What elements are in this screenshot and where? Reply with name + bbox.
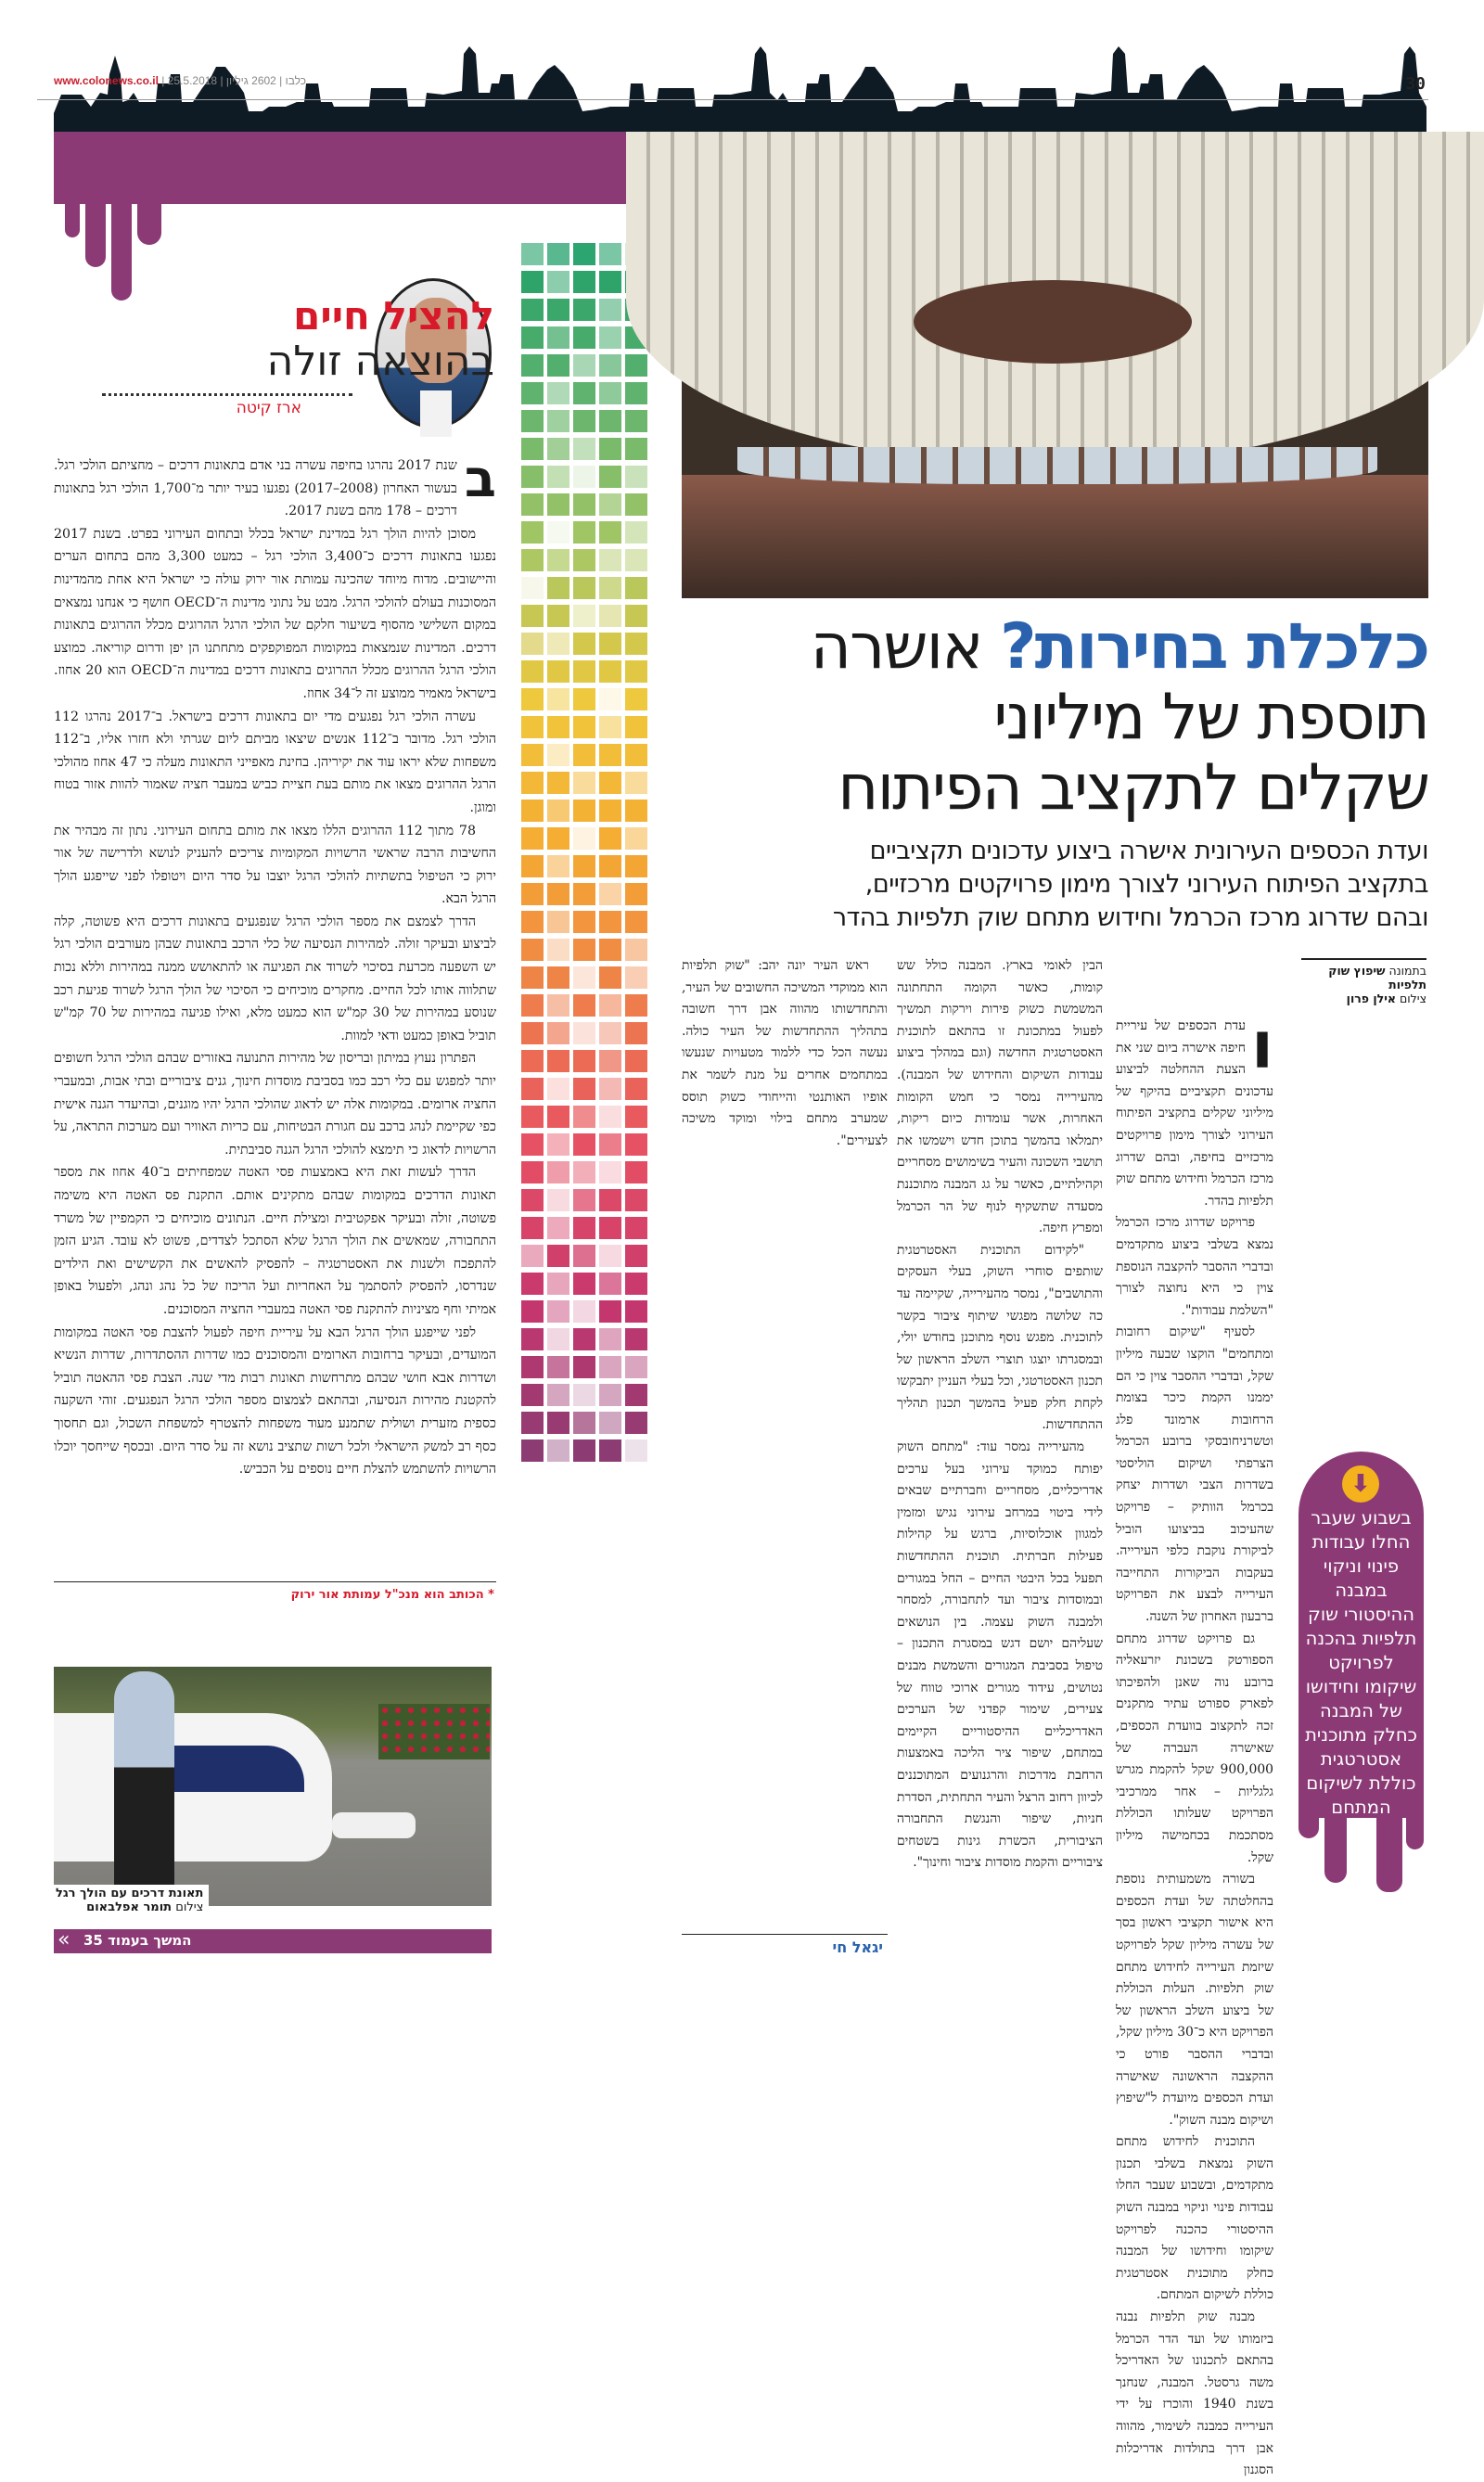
highlight-text: בשבוע שעבר החלו עבודות פינוי וניקוי במבנה ההיסטורי שוק תלפיות בהכנה לפרויקט שיקומו וחידושו של המבנה כחלק מתוכנית אסטרטגית כוללת לשיקום המתחם bbox=[1305, 1507, 1417, 1818]
grid-cell bbox=[599, 1328, 621, 1350]
banner-drip bbox=[137, 202, 161, 245]
footnote-rule bbox=[54, 1581, 496, 1582]
grid-cell bbox=[625, 1412, 647, 1434]
grid-cell bbox=[599, 994, 621, 1017]
main-photo-credit bbox=[1301, 958, 1426, 1005]
grid-cell bbox=[573, 1050, 595, 1072]
grid-cell bbox=[521, 1300, 544, 1323]
grid-cell bbox=[573, 326, 595, 349]
grid-cell bbox=[521, 939, 544, 961]
color-grid bbox=[521, 243, 647, 1462]
grid-cell bbox=[599, 1106, 621, 1128]
grid-cell bbox=[547, 688, 569, 710]
grid-cell bbox=[573, 1078, 595, 1100]
grid-cell bbox=[573, 1245, 595, 1267]
grid-cell bbox=[547, 326, 569, 349]
grid-cell bbox=[573, 521, 595, 544]
grid-cell bbox=[625, 1217, 647, 1239]
grid-cell bbox=[547, 1106, 569, 1128]
grid-cell bbox=[547, 382, 569, 404]
grid-cell bbox=[573, 1273, 595, 1295]
article-paragraph: "לקידום התוכנית האסטרטגית שותפים סוחרי השוק, בעלי העסקים והתושבים", נמסר מהעירייה, שקיימה עד כה שלושה מפגשי שיתוף ציבור בקשר לתוכנית. מפגש נוסף מתוכנן בחודש יולי, ובמסגרתו יוצגו תוצרי השלב הראשון של תכנון האסטרטגי, וכל בעלי העניין יתבקשו לקחת חלק פעיל בהמשך תכנון תהליך ההתחדשות. bbox=[897, 1242, 1103, 1433]
article-paragraph: גם פרויקט שדרוג מתחם הספורטק בשכונת יזרעאליה ברובע נוה שאנן ולהפיכתו לפארק ספורט עתיר מתקנים זכה לתקצוב בוועדת הכספים, שאישרה העברה של 900,000 שקל להקמת מגרש גלגליות – אחר ממרכיבי הפרויקט שעלותו הכוללת מסתכמת בכחמישה מיליון שקל. bbox=[1116, 1631, 1273, 1865]
grid-cell bbox=[547, 911, 569, 933]
issue-info: | כלבו | 2602 גיליון | 25.5.2018 bbox=[161, 74, 307, 87]
grid-cell bbox=[573, 1189, 595, 1211]
column-title-red: להציל חיים bbox=[293, 293, 494, 339]
grid-cell bbox=[521, 382, 544, 404]
grid-cell bbox=[625, 1133, 647, 1156]
grid-cell bbox=[599, 605, 621, 627]
grid-cell bbox=[547, 883, 569, 905]
grid-cell bbox=[521, 299, 544, 321]
grid-cell bbox=[521, 883, 544, 905]
site-info bbox=[54, 74, 306, 87]
column-paragraph: ב שנת 2017 נהרגו בחיפה עשרה בני אדם בתאונות דרכים – מחציתם הולכי רגל. בעשור האחרון (2008–2017) נפגעו בעיר יותר מ־1,700 הולכי רגל בתאונות דרכים – 178 מהם בשנת 2017. bbox=[54, 449, 496, 519]
grid-cell bbox=[625, 1328, 647, 1350]
grid-cell bbox=[625, 438, 647, 460]
grid-cell bbox=[625, 855, 647, 877]
banner-drip bbox=[111, 202, 132, 301]
grid-cell bbox=[573, 466, 595, 488]
grid-cell bbox=[599, 1022, 621, 1044]
grid-cell bbox=[599, 1412, 621, 1434]
grid-cell bbox=[573, 633, 595, 655]
article-column-2 bbox=[897, 955, 1103, 1929]
grid-cell bbox=[547, 744, 569, 766]
grid-cell bbox=[599, 1078, 621, 1100]
article-paragraph: ו עדת הכספים של עיריית חיפה אישרה ביום שני את הצעת ההחלטה לביצוע עדכונים תקציביים בהיקף של מיליוני שקלים בתקציב הפיתוח העירוני לצורך מימון פרויקטים מרכזיים בחיפה, ובהם שדרוג מרכז הכרמל וחידוש מתחם שוק תלפיות בהדר. bbox=[1116, 1007, 1273, 1209]
grid-cell bbox=[599, 549, 621, 571]
grid-cell bbox=[573, 1133, 595, 1156]
grid-cell bbox=[573, 1384, 595, 1406]
grid-cell bbox=[547, 1161, 569, 1183]
grid-cell bbox=[599, 271, 621, 293]
subhead-line: ועדת הכספים העירונית אישרה ביצוע עדכונים תקציביים bbox=[869, 837, 1428, 865]
grid-cell bbox=[547, 1356, 569, 1378]
grid-cell bbox=[599, 382, 621, 404]
grid-cell bbox=[599, 966, 621, 989]
grid-cell bbox=[521, 855, 544, 877]
grid-cell bbox=[573, 911, 595, 933]
grid-cell bbox=[547, 1439, 569, 1462]
grid-cell bbox=[521, 243, 544, 265]
grid-cell bbox=[573, 493, 595, 516]
grid-cell bbox=[599, 1133, 621, 1156]
column-body bbox=[54, 449, 497, 1554]
banner-drip bbox=[65, 202, 80, 237]
grid-cell bbox=[599, 1356, 621, 1378]
grid-cell bbox=[521, 1412, 544, 1434]
grid-cell bbox=[599, 883, 621, 905]
grid-cell bbox=[625, 577, 647, 599]
grid-cell bbox=[625, 521, 647, 544]
grid-cell bbox=[521, 688, 544, 710]
grid-cell bbox=[547, 772, 569, 794]
grid-cell bbox=[521, 1384, 544, 1406]
grid-cell bbox=[521, 716, 544, 738]
column-paragraph: הפתרון נעוץ במיתון ובריסון של מהירות התנועה באזורים שבהם הולכי הרגל חשופים יותר למפגש עם כלי רכב כמו בסביבת מוסדות חינוך, גנים ציבוריים ובתי אבות, ובמעברי החציה ארומים. במקומות אלה יש לדאוג שהולכי הרגל יהיו מוגנים, ובהיעדר הגנה אישית כפי שקיימת לנהג ברכב עם חגורת הבטיחות, עם כריות האוויר ועם מערכות התראה, על הרשויות לדאוג כי תימצא להולכי הרגל הגנה סביבתית. bbox=[54, 1051, 496, 1158]
grid-cell bbox=[547, 827, 569, 850]
grid-cell bbox=[573, 1412, 595, 1434]
grid-cell bbox=[599, 493, 621, 516]
grid-cell bbox=[625, 744, 647, 766]
grid-cell bbox=[521, 1189, 544, 1211]
grid-cell bbox=[547, 521, 569, 544]
grid-cell bbox=[521, 966, 544, 989]
grid-cell bbox=[521, 994, 544, 1017]
grid-cell bbox=[521, 1328, 544, 1350]
grid-cell bbox=[573, 744, 595, 766]
grid-cell bbox=[599, 772, 621, 794]
box-drip bbox=[1376, 1809, 1402, 1892]
grid-cell bbox=[547, 1412, 569, 1434]
accident-photo-caption bbox=[54, 1885, 209, 1916]
grid-cell bbox=[625, 605, 647, 627]
grid-cell bbox=[521, 605, 544, 627]
grid-cell bbox=[625, 911, 647, 933]
grid-cell bbox=[547, 466, 569, 488]
column-paragraph: 78 מתוך 112 ההרוגים הללו מצאו את מותם בתחום העירוני. נתון זה מבהיר את החשיבות הרבה שראשי הרשויות המקומיות צריכים להעניק לנושא ולדרישה של אור ירוק כי הטיפול בתשתיות להולכי הרגל יוצבו על סדר היום ויטופלו לפני שייפגע הולך הרגל הבא. bbox=[54, 823, 496, 907]
grid-cell bbox=[625, 772, 647, 794]
arrow-down-icon: ⬇ bbox=[1342, 1465, 1379, 1503]
site-url[interactable]: www.colonews.co.il bbox=[54, 74, 159, 87]
photographer-label: צילום bbox=[1399, 992, 1426, 1005]
grid-cell bbox=[521, 1356, 544, 1378]
grid-cell bbox=[521, 466, 544, 488]
grid-cell bbox=[599, 688, 621, 710]
grid-cell bbox=[521, 577, 544, 599]
grid-cell bbox=[625, 660, 647, 683]
article-paragraph: ראש העיר יונה יהב: "שוק תלפיות הוא ממוקדי המשיכה החשובים של העיר, והתחדשותו מהווה אבן דרך חשובה בתהליך ההתחדשות של העיר כולה. נעשה הכל כדי ללמוד מטעויות שנעשו במתחמים אחרים על מנת לשמר את אופיו האותנטי והייחודי כשוק תוסס שמערב מתחם בילוי ומוקד משיכה לצעירים". bbox=[682, 958, 888, 1148]
grid-cell bbox=[521, 1245, 544, 1267]
grid-cell bbox=[547, 939, 569, 961]
grid-cell bbox=[573, 855, 595, 877]
grid-cell bbox=[625, 688, 647, 710]
grid-cell bbox=[573, 299, 595, 321]
grid-cell bbox=[573, 410, 595, 432]
column-paragraph: הדרך לעשות זאת היא באמצעות פסי האטה שמפחיתים ב־40 אחוז את מספר תאונות הדרכים במקומות שבהם מתקינים אותם. התקנת פס האטה היא משימה פשוטה, זולה ובעיקר אפקטיבית ומצילת חיים. הנתונים מוכיחים כי הקמפיין של משרד התחבורה, שמאשים את הולך הרגל שלא הסתכל לצדדים, פשוט לא עובד. הגיע הזמן להתפכח ולשנות את האסטרטגיה – להפסיק להאשים את הקשישים ואת הילדים שנדרסו, להפסיק להסתמך על האחריות ועל הריכוז של כל נהג ונהג, ולפעול באופן אמיתי וחף מציניות להתקנת פסי האטה במעברי החציה המסוכנים. bbox=[54, 1165, 496, 1317]
grid-cell bbox=[547, 716, 569, 738]
grid-cell bbox=[521, 438, 544, 460]
grid-cell bbox=[625, 1439, 647, 1462]
grid-cell bbox=[599, 939, 621, 961]
column-title-black: בהוצאה זולה bbox=[266, 338, 494, 385]
grid-cell bbox=[547, 549, 569, 571]
article-author: יגאל חי bbox=[832, 1938, 883, 1956]
grid-cell bbox=[547, 271, 569, 293]
grid-cell bbox=[521, 271, 544, 293]
grid-cell bbox=[599, 800, 621, 822]
grid-cell bbox=[547, 493, 569, 516]
grid-cell bbox=[521, 354, 544, 377]
grid-cell bbox=[599, 299, 621, 321]
grid-cell bbox=[521, 549, 544, 571]
grid-cell bbox=[625, 716, 647, 738]
grid-cell bbox=[625, 1078, 647, 1100]
grid-cell bbox=[573, 1300, 595, 1323]
grid-cell bbox=[625, 410, 647, 432]
grid-cell bbox=[521, 911, 544, 933]
grid-cell bbox=[625, 382, 647, 404]
grid-cell bbox=[573, 772, 595, 794]
column-author: ארז קיטה bbox=[236, 399, 301, 417]
grid-cell bbox=[547, 1189, 569, 1211]
grid-cell bbox=[547, 660, 569, 683]
grid-cell bbox=[521, 1078, 544, 1100]
grid-cell bbox=[573, 660, 595, 683]
grid-cell bbox=[599, 410, 621, 432]
grid-cell bbox=[573, 1217, 595, 1239]
grid-cell bbox=[547, 1133, 569, 1156]
grid-cell bbox=[573, 271, 595, 293]
headline-line2: תוספת של מיליוני bbox=[993, 681, 1428, 754]
column-footnote: * הכותב הוא מנכ"ל עמותת אור ירוק bbox=[290, 1588, 494, 1602]
grid-cell bbox=[599, 1245, 621, 1267]
grid-cell bbox=[547, 855, 569, 877]
grid-cell bbox=[599, 326, 621, 349]
grid-cell bbox=[573, 605, 595, 627]
grid-cell bbox=[573, 1439, 595, 1462]
grid-cell bbox=[547, 1245, 569, 1267]
grid-cell bbox=[599, 577, 621, 599]
in-photo-label: בתמונה bbox=[1388, 964, 1426, 978]
grid-cell bbox=[573, 1356, 595, 1378]
grid-cell bbox=[599, 1217, 621, 1239]
grid-cell bbox=[547, 994, 569, 1017]
grid-cell bbox=[521, 1050, 544, 1072]
grid-cell bbox=[573, 966, 595, 989]
grid-cell bbox=[521, 1439, 544, 1462]
grid-cell bbox=[547, 438, 569, 460]
grid-cell bbox=[599, 716, 621, 738]
grid-cell bbox=[521, 772, 544, 794]
header-rule bbox=[37, 99, 1428, 100]
article-paragraph: פרויקט שדרוג מרכז הכרמל נמצא בשלבי ביצוע מתקדמים ובדברי ההסבר להקצבה הנוספת צוין כי היא נחוצה לצורך "השלמת עבודות". bbox=[1116, 1215, 1273, 1318]
grid-cell bbox=[521, 1022, 544, 1044]
grid-cell bbox=[547, 577, 569, 599]
grid-cell bbox=[573, 939, 595, 961]
article-paragraph: מהעירייה נמסר עוד: "מתחם השוק יפותח כמוקד עירוני בעל ערכים אדריכליים, מסחריים וחברתיים שבאים לידי ביטוי במרחב עירוני נגיש ומזמין למגוון אוכלוסיות, ברגש על קהילות פעילות חברתית. תוכנית ההתחדשות תפעל בכל היבטי החיים – החל במגורים ובמוסדות ציבור ועד לתחבורה, למסחר ולמבנה השוק עצמה. בין הנושאים שעליהם יושם דגש במסגרת התכנון – טיפול בסביבת המגורים והשמשת מבנים נטושים, עידוד מגורים ארוכי טווח של צעירים, שימור קפדני של הערכים האדריכליים ההיסטוריים הקיימים במתחם, שיפור ציר הליכה באמצעות הרחבת מדרכות והרגנועים המתוכננים לכיוון רחוב הרצל והעיר התחתית, הסדרת חניות, שיפור והנגשת התחבורה הציבורית, הכשרת גינות בשטחים ציבוריים והקמת מוסדות ציבור וחינוך". bbox=[897, 1439, 1103, 1871]
grid-cell bbox=[521, 493, 544, 516]
grid-cell bbox=[599, 855, 621, 877]
in-photo-value: שיפוץ שוק תלפיות bbox=[1328, 964, 1426, 992]
grid-cell bbox=[625, 800, 647, 822]
grid-cell bbox=[521, 1106, 544, 1128]
column-paragraph: מסוכן להיות הולך רגל במדינת ישראל בכלל ובתחום העירוני בפרט. בשנת 2017 נפגעו בתאונות דרכים כ־3,400 הולכי רגל – כמעט 3,300 מהם בתחום הערים והיישובים. מדוח מיוחד שהכינה עמותת אור ירוק עולה כי ישראל היא אחת מהמדינות המסוכנות בעולם להולכי הרגל. מבט על נתוני מדינות ה־OECD חושף כי אנחנו נמצאים במקום השלישי מהסוף בשיעור חלקם של הולכי הרגל ההרוגים מכלל ההרוגים בתאונות דרכים. המדינות שנמצאות במקומות המפוקפקים מתחתנו הן יפן ודרום קוריאה. כמוצע הולכי הרגל ההרוגים מכלל ההרוגים בתאונות דרכים במדינות ה־OECD הוא 20 אחוז. בישראל מאמיר ממוצע זה ל־34 אחוז. bbox=[54, 526, 497, 701]
grid-cell bbox=[599, 1161, 621, 1183]
grid-cell bbox=[547, 243, 569, 265]
column-dropcap: ב bbox=[464, 449, 496, 509]
grid-cell bbox=[573, 1161, 595, 1183]
grid-cell bbox=[625, 939, 647, 961]
grid-cell bbox=[625, 1106, 647, 1128]
photographer-value: אילן פרון bbox=[1346, 992, 1396, 1005]
grid-cell bbox=[521, 1217, 544, 1239]
grid-cell bbox=[599, 744, 621, 766]
market-interior-photo bbox=[682, 243, 1428, 598]
grid-cell bbox=[625, 354, 647, 377]
grid-cell bbox=[573, 549, 595, 571]
grid-cell bbox=[625, 1050, 647, 1072]
grid-cell bbox=[625, 1356, 647, 1378]
grid-cell bbox=[599, 466, 621, 488]
grid-cell bbox=[625, 1273, 647, 1295]
article-paragraph: מבנה שוק תלפיות נבנה ביזמותו של ועד הדר הכרמל בהתאם לתכנונו של האדריכל משה גרסטל. המבנה, שנחנך בשנת 1940 והוכרז על ידי העירייה כמבנה לשימור, מהווה אבן דרך בתולדות אדריכלות הסגנון bbox=[1116, 2309, 1274, 2478]
article-paragraph: התוכנית לחידוש מתחם השוק נמצאת בשלבי תכנון מתקדמים, ובשבוע שעבר החלו עבודות פינוי וניקוי במבנה השוק ההיסטורי כהכנה לפרויקט שיקומו וחידושו של המבנה כחלק מתוכנית אסטרטגית כוללת לשיקום המתחם. bbox=[1116, 2134, 1273, 2303]
grid-cell bbox=[573, 1022, 595, 1044]
grid-cell bbox=[521, 744, 544, 766]
grid-cell bbox=[625, 1022, 647, 1044]
grid-cell bbox=[573, 577, 595, 599]
grid-cell bbox=[573, 1106, 595, 1128]
caption-title: תאונת דרכים עם הולך רגל bbox=[56, 1887, 204, 1900]
grid-cell bbox=[573, 354, 595, 377]
grid-cell bbox=[521, 827, 544, 850]
grid-cell bbox=[573, 827, 595, 850]
grid-cell bbox=[547, 299, 569, 321]
author-rule bbox=[682, 1934, 888, 1935]
grid-cell bbox=[599, 1189, 621, 1211]
grid-cell bbox=[625, 549, 647, 571]
double-chevron-left-icon: « bbox=[58, 1928, 70, 1951]
accident-photo bbox=[54, 1667, 492, 1906]
grid-cell bbox=[521, 1161, 544, 1183]
column-paragraph: הדרך לצמצם את מספר הולכי הרגל שנפגעים בתאונות דרכים היא פשוטה, קלה לביצוע ובעיקר זולה. למהירות הנסיעה של כלי הרכב בתאונות שבהן מעורבים הולכי רגל יש השפעה מכרעת בסיכוי לשרוד את הפגיעה או להתאושש ממנה במהירות וללא נכות שתלווה אותו לכל החיים. מחקרים מוכיחים כי הסיכוי של הולך הרגל לשרוד פגיעת רכב שנוסע במהירות של 30 קמ"ש הוא כמעט מלא, ואילו פגיעה במהירות של 70 קמ"ש תוביל באופן כמעט ודאי למוות. bbox=[54, 914, 496, 1043]
grid-cell bbox=[573, 1328, 595, 1350]
grid-cell bbox=[599, 1384, 621, 1406]
dotted-divider bbox=[102, 393, 352, 396]
grid-cell bbox=[547, 633, 569, 655]
grid-cell bbox=[599, 633, 621, 655]
grid-cell bbox=[547, 1384, 569, 1406]
subhead-line: ובהם שדרוג מרכז הכרמל וחידוש מתחם שוק תלפיות בהדר bbox=[832, 903, 1428, 932]
article-dropcap: ו bbox=[1250, 1007, 1273, 1083]
grid-cell bbox=[599, 1050, 621, 1072]
grid-cell bbox=[547, 354, 569, 377]
grid-cell bbox=[573, 382, 595, 404]
grid-cell bbox=[547, 1273, 569, 1295]
article-subhead bbox=[668, 835, 1428, 935]
grid-cell bbox=[547, 1300, 569, 1323]
headline-blue: כלכלת בחירות? bbox=[1000, 610, 1428, 684]
article-column-3 bbox=[682, 955, 888, 1929]
grid-cell bbox=[625, 883, 647, 905]
grid-cell bbox=[547, 605, 569, 627]
grid-cell bbox=[547, 800, 569, 822]
grid-cell bbox=[599, 1300, 621, 1323]
grid-cell bbox=[625, 966, 647, 989]
box-drip bbox=[1324, 1809, 1347, 1883]
grid-cell bbox=[599, 660, 621, 683]
grid-cell bbox=[625, 827, 647, 850]
grid-cell bbox=[547, 1078, 569, 1100]
grid-cell bbox=[625, 994, 647, 1017]
headline-rest: אושרה bbox=[810, 610, 982, 684]
column-paragraph: לפני שייפגע הולך הרגל הבא על עיריית חיפה לפעול להצבת פסי האטה במקומות המועדים, ובעיקר ברחובות הארומים והמסוכנים כמו שדרות ההסתדרות, שדרות הנשיא ושדרות אבא חושי שבהם מתרחשות תאונות רבות מדי שנה. הצבת פסי ההאטה תוביל להקטנת מהירות הנסיעה, ובהתאם לצמצום מספר הולכי הרגל הנפגעים. זוהי השקעה כספית מזערית ושולית שתמנע מעוד משפחות להצטרף למשפחת השכול, וגם תחסוך כסף רב למשק הישראלי ולכל רשות שתציב נושא זה על סדר היום. ובכסף שייחסך יוכלו הרשויות להשתמש להצלת חיים נוספים על הכביש. bbox=[54, 1324, 496, 1478]
grid-cell bbox=[573, 800, 595, 822]
grid-cell bbox=[521, 1273, 544, 1295]
grid-cell bbox=[547, 966, 569, 989]
grid-cell bbox=[547, 410, 569, 432]
grid-cell bbox=[521, 800, 544, 822]
grid-cell bbox=[547, 1050, 569, 1072]
grid-cell bbox=[573, 994, 595, 1017]
grid-cell bbox=[599, 243, 621, 265]
grid-cell bbox=[599, 438, 621, 460]
grid-cell bbox=[547, 1022, 569, 1044]
grid-cell bbox=[573, 438, 595, 460]
grid-cell bbox=[521, 633, 544, 655]
grid-cell bbox=[599, 1273, 621, 1295]
grid-cell bbox=[625, 1189, 647, 1211]
grid-cell bbox=[521, 326, 544, 349]
grid-cell bbox=[625, 1384, 647, 1406]
subhead-line: בתקציב הפיתוח העירוני לצורך מימון פרויקטים מרכזיים, bbox=[864, 870, 1428, 899]
grid-cell bbox=[573, 883, 595, 905]
article-column-1 bbox=[1116, 1007, 1274, 2478]
headline-line3: שקלים לתקציב הפיתוח bbox=[838, 751, 1428, 825]
caption-credit-label: צילום bbox=[175, 1900, 204, 1914]
grid-cell bbox=[599, 827, 621, 850]
grid-cell bbox=[625, 466, 647, 488]
grid-cell bbox=[599, 1439, 621, 1462]
article-paragraph: בשורה משמעותית נוספת בהחלטתה של ועדת הכספים היא אישור תקציבי ראשון בסך של עשרה מיליון שקל לפרויקט שיזמת העירייה לחידוש מתחם שוק תלפיות. העלות הכוללת של ביצוע השלב הראשון של הפרויקט היא כ־30 מיליון שקל, ובדברי ההסבר פורט כי ההקצבה הראשונה שאישרה ועדת הכספים מיועדת ל"שיפוץ ושיקום מבנה השוק". bbox=[1116, 1872, 1273, 2128]
grid-cell bbox=[521, 1133, 544, 1156]
grid-cell bbox=[599, 354, 621, 377]
banner-drip bbox=[85, 202, 106, 267]
continue-label[interactable]: המשך בעמוד 35 bbox=[83, 1932, 192, 1949]
grid-cell bbox=[625, 493, 647, 516]
grid-cell bbox=[521, 410, 544, 432]
grid-cell bbox=[625, 1245, 647, 1267]
grid-cell bbox=[599, 911, 621, 933]
grid-cell bbox=[599, 521, 621, 544]
grid-cell bbox=[573, 688, 595, 710]
grid-cell bbox=[573, 243, 595, 265]
grid-cell bbox=[547, 1217, 569, 1239]
article-paragraph: הבין לאומי בארץ. המבנה כולל שש קומות, כאשר הקומה התחתונה המשמשת כשוק פירות וירקות תמשיך לפעול במתכונת זו בהתאם לתוכנית האסטרטגית החדשה (וגם במהלך ביצוע עבודות השיקום והחידוש של המבנה). מהעירייה נמסר כי חמש הקומות האחרות, אשר עומדות כיום ריקות, יתמלאו בהמשך בתוכן חדש וישמשו את תושבי השכונה והעיר בשימושים מסחריים וקהילתיים, כאשר על גג המבנה מתוכננת מסעדה שתשקיף לנוף של הר הכרמל ומפרץ חיפה. bbox=[897, 958, 1103, 1236]
grid-cell bbox=[547, 1328, 569, 1350]
caption-credit-name: תומר אפלבאום bbox=[86, 1900, 173, 1914]
grid-cell bbox=[625, 1300, 647, 1323]
grid-cell bbox=[521, 521, 544, 544]
grid-cell bbox=[573, 716, 595, 738]
article-paragraph: לסעיף "שיקום רחובות ומתחמים" הוקצו שבעה מיליון שקל, ובדברי ההסבר צוין כי הם יממנו הקמת כיכר בצומת הרחובות ארמונד פלג וטשרניחובסקי ברובע הכרמל הצרפתי ושיקום הוליסטי בשדרות הצבי ושדרות יצחק בכרמל הוותיק – פרויקט שהעיכוב בביצועו הוביל לביקורת נוקבת כלפי העירייה. בעקבות הביקורות התחייבה העירייה לבצע את הפרויקט ברבעון האחרון של השנה. bbox=[1116, 1324, 1273, 1625]
column-paragraph: עשרה הולכי רגל נפגעים מדי יום בתאונות דרכים בישראל. ב־2017 נהרגו 112 הולכי רגל. מדובר ב־112 אנשים שיצאו מביתם ליום שגרתי ולא חזרו אליו, ב־112 משפחות שלא יראו עוד את יקיריהן. בחינת מאפייני התאונות מעלה כי 47 אחוז מהולכי הרגל ההרוגים מצאו את מותם בעת חציית כביש במעבר חציה שאמור להוות אזור בטוח ומוגן. bbox=[54, 709, 496, 815]
grid-cell bbox=[625, 1161, 647, 1183]
article-headline bbox=[686, 612, 1428, 824]
page-number: 30 bbox=[1405, 74, 1426, 94]
grid-cell bbox=[625, 633, 647, 655]
grid-cell bbox=[521, 660, 544, 683]
